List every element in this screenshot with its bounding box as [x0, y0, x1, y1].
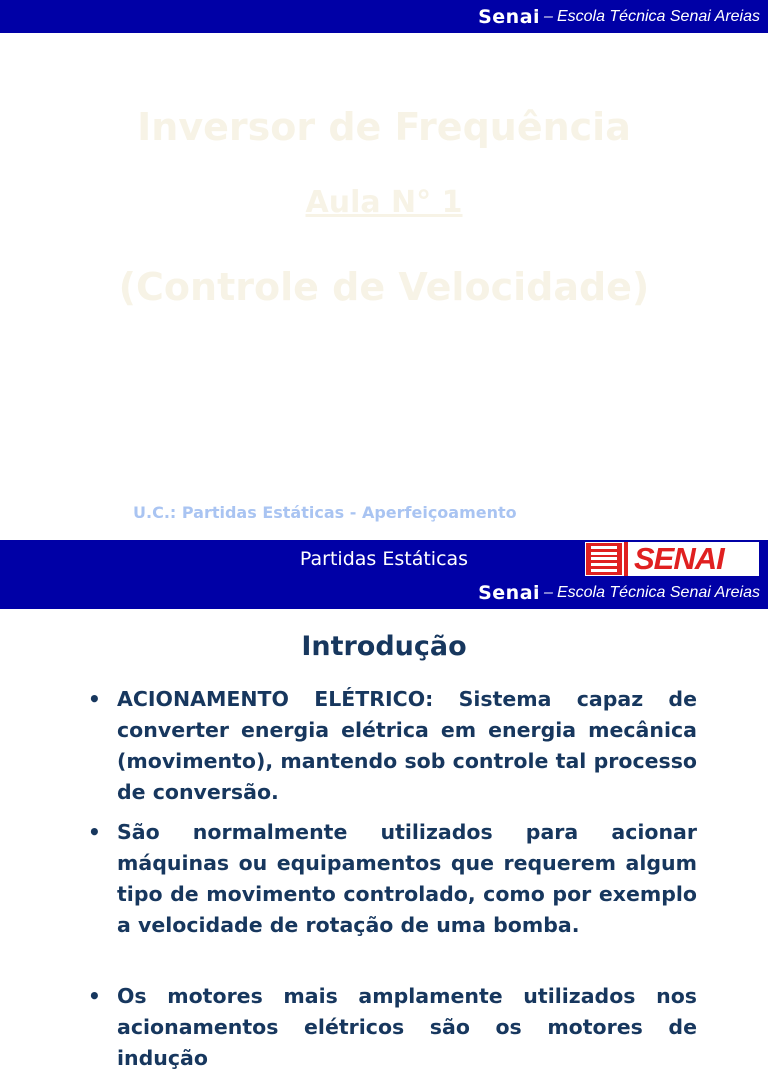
bullet-item — [88, 981, 697, 1074]
footer-school-name: Escola Técnica Senai Areias — [556, 584, 760, 601]
header-separator: – — [544, 7, 553, 25]
header-school-name: Escola Técnica Senai Areias — [556, 7, 760, 25]
footer-brand: Senai — [478, 582, 541, 604]
logo-divider — [624, 542, 628, 576]
title-slide — [0, 33, 768, 540]
bullet-dot-icon: • — [88, 687, 101, 711]
bullet-dot-icon: • — [88, 984, 101, 1008]
senai-logo-mark-icon — [586, 543, 622, 575]
course-unit-label: U.C.: Partidas Estáticas - Aperfeiçoamento — [133, 503, 517, 522]
section-title: Partidas Estáticas — [299, 548, 469, 570]
bullet-item — [88, 684, 697, 808]
content-slide — [0, 609, 768, 1070]
header-brand: Senai — [478, 5, 541, 28]
bullet-text: São normalmente utilizados para acionar máquinas ou equipamentos que requerem algum tipo de movimento controlado, como por exemplo a velocidade de rotação de uma bomba. — [117, 820, 697, 937]
logo-text: SENAI — [634, 541, 724, 576]
bullet-text: ACIONAMENTO ELÉTRICO: Sistema capaz de converter energia elétrica em energia mecânica (movimento), mantendo sob controle tal processo de conversão. — [117, 687, 697, 804]
slide-title: Inversor de Frequência — [137, 105, 631, 149]
footer-school-line — [478, 582, 760, 604]
bullet-text: Os motores mais amplamente utilizados nos acionamentos elétricos são os motores de indução — [117, 984, 697, 1070]
content-heading: Introdução — [301, 631, 467, 662]
lesson-number: Aula N° 1 — [305, 185, 463, 220]
top-header-bar — [0, 0, 768, 33]
bullet-dot-icon: • — [88, 820, 101, 844]
slide-header-bar — [0, 540, 768, 609]
slide-subtitle: (Controle de Velocidade) — [118, 265, 650, 309]
footer-separator: – — [544, 584, 553, 601]
senai-logo — [585, 542, 759, 576]
bullet-item — [88, 817, 697, 941]
